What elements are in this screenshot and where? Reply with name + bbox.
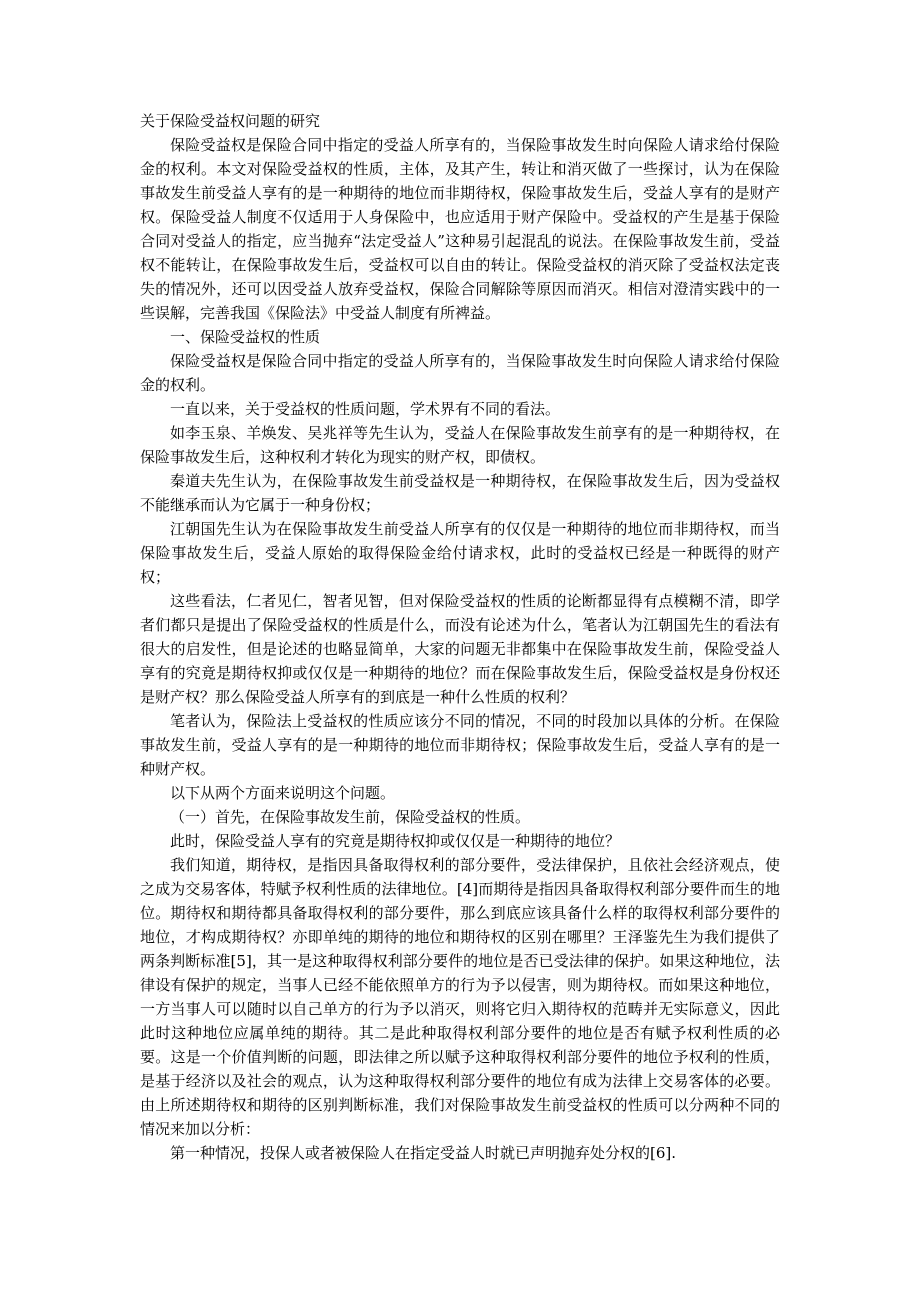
body-paragraph: 保险受益权是保险合同中指定的受益人所享有的，当保险事故发生时向保险人请求给付保险金的权利。 bbox=[140, 352, 780, 394]
abstract-paragraph: 保险受益权是保险合同中指定的受益人所享有的，当保险事故发生时向保险人请求给付保险金的权利。本文对保险受益权的性质，主体，及其产生，转让和消灭做了一些探讨，认为在保险事故发生前受益人享有的是一种期待的地位而非期待权，保险事故发生后，受益人享有的是财产权。保险受益人制度不仅适用于人身保险中，也应适用于财产保险中。受益权的产生是基于保险合同对受益人的指定，应当抛弃“法定受益人”这种易引起混乱的说法。在保险事故发生前，受益权不能转让，在保险事故发生后，受益权可以自由的转让。保险受益权的消灭除了受益权法定丧失的情况外，还可以因受益人放弃受益权，保险合同解除等原因而消灭。相信对澄清实践中的一些误解，完善我国《保险法》中受益人制度有所裨益。 bbox=[140, 136, 780, 322]
body-paragraph: 笔者认为，保险法上受益权的性质应该分不同的情况，不同的时段加以具体的分析。在保险事故发生前，受益人享有的是一种期待的地位而非期待权；保险事故发生后，受益人享有的是一种财产权。 bbox=[140, 712, 780, 778]
body-paragraph: 第一种情况，投保人或者被保险人在指定受益人时就已声明抛弃处分权的[6]. bbox=[170, 1144, 677, 1162]
body-paragraph: 以下从两个方面来说明这个问题。 bbox=[170, 784, 396, 802]
document-page bbox=[140, 109, 780, 1165]
body-paragraph: 秦道夫先生认为，在保险事故发生前受益权是一种期待权，在保险事故发生后，因为受益权不能继承而认为它属于一种身份权； bbox=[140, 472, 780, 514]
subsection-heading: （一）首先，在保险事故发生前，保险受益权的性质。 bbox=[170, 808, 531, 826]
body-paragraph: 这些看法，仁者见仁，智者见智，但对保险受益权的性质的论断都显得有点模糊不清，即学者们都只是提出了保险受益权的性质是什么，而没有论述为什么，笔者认为江朝国先生的看法有很大的启发性，但是论述的也略显简单，大家的问题无非都集中在保险事故发生前，保险受益人享有的究竟是期待权抑或仅仅是一种期待的地位？而在保险事故发生后，保险受益权是身份权还是财产权？那么保险受益人所享有的到底是一种什么性质的权利？ bbox=[140, 592, 780, 706]
body-paragraph: 如李玉泉、羊焕发、吴兆祥等先生认为，受益人在保险事故发生前享有的是一种期待权，在保险事故发生后，这种权利才转化为现实的财产权，即债权。 bbox=[140, 424, 780, 466]
document-title: 关于保险受益权问题的研究 bbox=[140, 112, 321, 130]
body-paragraph: 一直以来，关于受益权的性质问题，学术界有不同的看法。 bbox=[170, 400, 561, 418]
section-heading: 一、保险受益权的性质 bbox=[170, 328, 321, 346]
body-paragraph: 我们知道，期待权，是指因具备取得权利的部分要件，受法律保护，且依社会经济观点，使之成为交易客体，特赋予权利性质的法律地位。[4]而期待是指因具备取得权利部分要件而生的地位。期待权和期待都具备取得权利的部分要件，那么到底应该具备什么样的取得权利部分要件的地位，才构成期待权？亦即单纯的期待的地位和期待权的区别在哪里？王泽鉴先生为我们提供了两条判断标准[5]，其一是这种取得权利部分要件的地位是否已受法律的保护。如果这种地位，法律设有保护的规定，当事人已经不能依照单方的行为予以侵害，则为期待权。而如果这种地位，一方当事人可以随时以自己单方的行为予以消灭，则将它归入期待权的范畴并无实际意义，因此此时这种地位应属单纯的期待。其二是此种取得权利部分要件的地位是否有赋予权利性质的必要。这是一个价值判断的问题，即法律之所以赋予这种取得权利部分要件的地位予权利的性质，是基于经济以及社会的观点，认为这种取得权利部分要件的地位有成为法律上交易客体的必要。由上所述期待权和期待的区别判断标准，我们对保险事故发生前受益权的性质可以分两种不同的情况来加以分析： bbox=[140, 856, 780, 1138]
body-paragraph: 此时，保险受益人享有的究竟是期待权抑或仅仅是一种期待的地位？ bbox=[170, 832, 621, 850]
body-paragraph: 江朝国先生认为在保险事故发生前受益人所享有的仅仅是一种期待的地位而非期待权，而当保险事故发生后，受益人原始的取得保险金给付请求权，此时的受益权已经是一种既得的财产权； bbox=[140, 520, 780, 586]
